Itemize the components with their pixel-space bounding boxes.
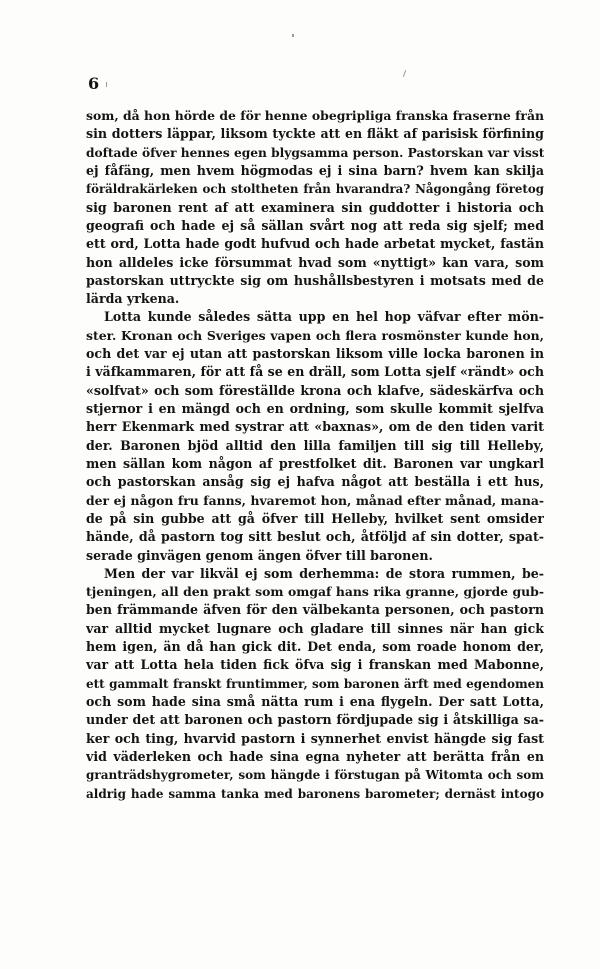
- text-line: föräldrakärleken och stoltheten från hvarandra? Någongång företog: [86, 182, 544, 197]
- text-line: doftade öfver hennes egen blygsamma person. Pastorskan var visst: [86, 145, 544, 160]
- text-line: hände, då pastorn tog sitt beslut och, åtföljd af sin dotter, spat-: [86, 529, 544, 545]
- text-line: sin dotters läppar, liksom tyckte att en fläkt af parisisk förfining: [86, 126, 544, 142]
- text-line: var alltid mycket lugnare och gladare till sinnes när han gick: [86, 620, 544, 636]
- text-line: ett gammalt franskt fruntimmer, som baronen ärft med egendomen: [86, 676, 544, 691]
- text-line: men sällan kom någon af prestfolket dit. Baronen var ungkarl: [86, 455, 544, 471]
- text-line: i väfkammaren, för att få se en dräll, som Lotta sjelf «rändt» och: [86, 364, 544, 380]
- text-line: ster. Kronan och Sveriges vapen och flera rosmönster kunde hon,: [86, 327, 544, 343]
- print-speck: [106, 82, 107, 87]
- text-line: hem igen, än då han gick dit. Det enda, som roade honom der,: [86, 639, 544, 655]
- print-speck: [292, 34, 294, 37]
- text-line: geografi och hade ej så sällan svårt nog att reda sig sjelf; med: [86, 217, 544, 233]
- text-line: ker och ting, hvarvid pastorn i synnerhet envist hängde sig fast: [86, 730, 544, 746]
- text-line: de på sin gubbe att gå öfver till Helleby, hvilket sent omsider: [86, 510, 544, 526]
- text-line: ett ord, Lotta hade godt hufvud och hade arbetat mycket, fastän: [86, 236, 544, 252]
- text-line: der. Baronen bjöd alltid den lilla familjen till sig till Helleby,: [86, 437, 544, 453]
- text-line: och det var ej utan att pastorskan liksom ville locka baronen in: [86, 346, 544, 362]
- text-line: som, då hon hörde de för henne obegripliga franska fraserne från: [86, 108, 544, 123]
- text-line: pastorskan uttryckte sig om hushållsbestyren i motsats med de: [86, 272, 544, 288]
- text-line: och som hade sina små nätta rum i ena flygeln. Der satt Lotta,: [86, 694, 544, 709]
- text-line: «solfvat» och som föreställde krona och klafve, sädeskärfva och: [86, 382, 544, 398]
- text-line: Lotta kunde således sätta upp en hel hop väfvar efter mön-: [104, 309, 544, 325]
- text-line: Men der var likväl ej som derhemma: de stora rummen, be-: [104, 565, 544, 581]
- text-line: ben främmande äfven för den välbekanta personen, och pastorn: [86, 602, 544, 618]
- text-line: sig baronen rent af att examinera sin guddotter i historia och: [86, 199, 544, 215]
- text-line: var att Lotta hela tiden fick öfva sig i franskan med Mabonne,: [86, 657, 544, 673]
- text-line: der ej någon fru fanns, hvaremot hon, månad efter månad, mana-: [86, 492, 544, 508]
- print-speck: [403, 70, 406, 77]
- text-line: serade ginvägen genom ängen öfver till baronen.: [86, 547, 433, 563]
- text-line: och pastorskan ansåg sig ej hafva något att beställa i ett hus,: [86, 474, 544, 490]
- text-line: herr Ekenmark med systrar att «baxnas», om de den tiden varit: [86, 419, 544, 435]
- text-line: tjeningen, all den prakt som omgaf hans rika granne, gjorde gub-: [86, 584, 544, 600]
- text-line: granträdshygrometer, som hängde i förstugan på Witomta och som: [86, 768, 544, 783]
- text-line: lärda yrkena.: [86, 291, 180, 307]
- page-number: 6: [88, 74, 101, 93]
- body-text: [86, 107, 544, 803]
- text-line: hon alldeles icke försummat hvad som «nyttigt» kan vara, som: [86, 254, 544, 270]
- text-line: under det att baronen och pastorn fördjupade sig i åtskilliga sa-: [86, 712, 544, 728]
- text-line: stjernor i en mängd och en ordning, som skulle kommit sjelfva: [86, 401, 544, 416]
- text-line: ej fåfäng, men hvem högmodas ej i sina barn? hvem kan skilja: [86, 162, 544, 178]
- text-line: vid väderleken och hade sina egna nyheter att berätta från en: [86, 748, 544, 764]
- text-line: aldrig hade samma tanka med baronens barometer; dernäst intogo: [86, 786, 544, 801]
